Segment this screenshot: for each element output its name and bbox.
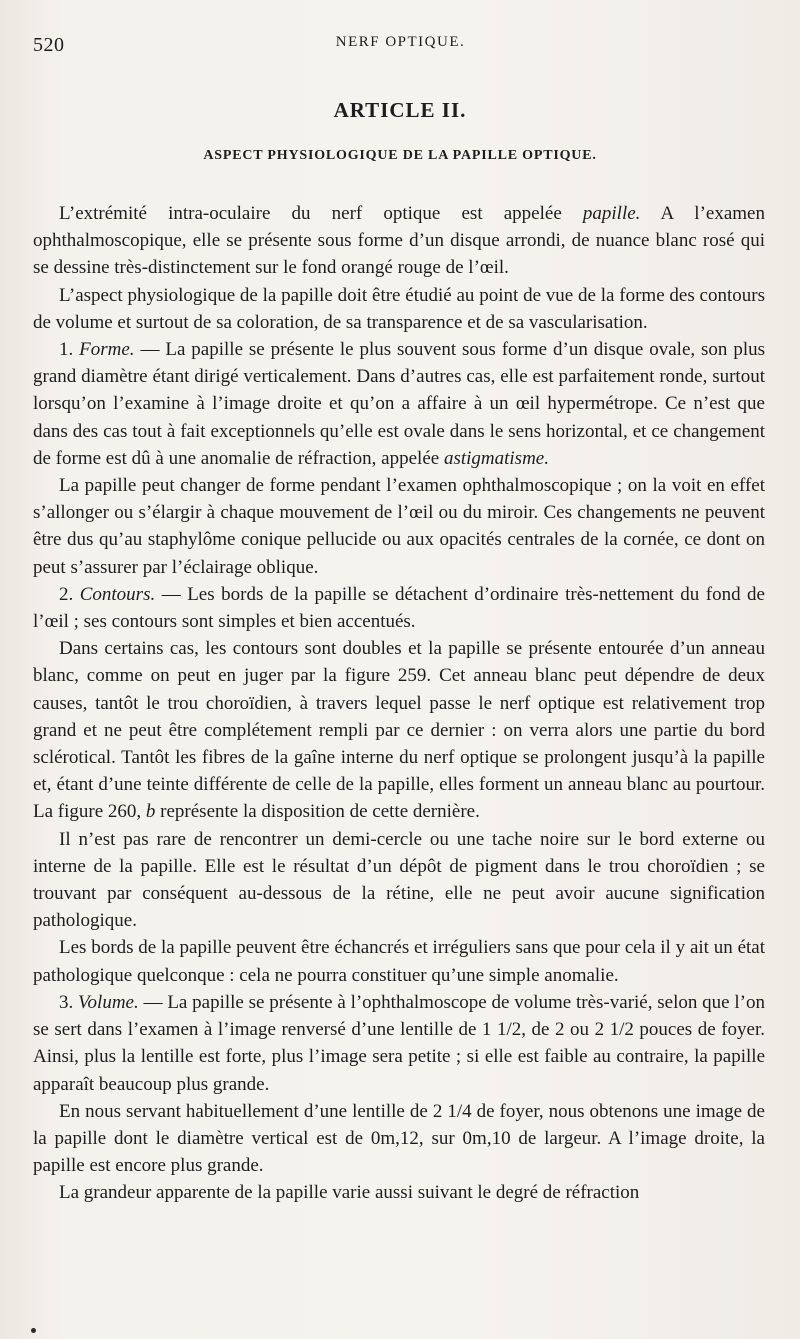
paragraph-contours-doubles: Dans certains cas, les contours sont doubles et la papille se présente entourée d’un anneau blanc, comme on peut en juger par la figure 259. Cet anneau blanc peut dépendre de deux causes, tantôt le trou choroïdien, à travers lequel passe le nerf optique est relativement trop grand et ne peut être complétement rempli par ce dernier : on verra alors une partie du bord sclérotical. Tantôt les fibres de la gaîne interne du nerf optique se prolongent jusqu’à la papille et, étant d’une teinte différente de celle de la papille, elles forment un anneau blanc au pourtour. La figure 260, b représente la disposition de cette dernière.: [33, 638, 765, 823]
paragraph-tache-noire: Il n’est pas rare de rencontrer un demi-cercle ou une tache noire sur le bord externe ou interne de la papille. Elle est le résultat d’un dépôt de pigment dans le trou choroïdien ; se trouvant par conséquent au-dessous de la rétine, elle ne peut avoir aucune signification pathologique.: [33, 828, 765, 932]
paragraph-volume: 3. Volume. — La papille se présente à l’ophthalmoscope de volume très-varié, selon que l’on se sert dans l’examen à l’image renversé d’une lentille de 1 1/2, de 2 ou 2 1/2 pouces de foyer. Ainsi, plus la lentille est forte, plus l’image sera petite ; si elle est faible au contraire, la papille apparaît beaucoup plus grande.: [33, 991, 765, 1095]
article-title: ARTICLE II.: [333, 98, 467, 122]
paragraph-bords-echancres: Les bords de la papille peuvent être échancrés et irréguliers sans que pour cela il y ait un état pathologique quelconque : cela ne pourra constituer qu’une simple anomalie.: [33, 937, 765, 986]
paragraph-contours: 2. Contours. — Les bords de la papille se détachent d’ordinaire très-nettement du fond de l’œil ; ses contours sont simples et bien accentués.: [33, 583, 765, 633]
page-number: 520: [33, 34, 65, 56]
running-title: NERF OPTIQUE.: [335, 34, 466, 50]
running-head: [33, 30, 768, 60]
paragraph-lentille: En nous servant habituellement d’une lentille de 2 1/4 de foyer, nous obtenons une image de la papille dont le diamètre vertical est de 0m,12, sur 0m,10 de largeur. A l’image droite, la papille est encore plus grande.: [33, 1100, 765, 1177]
paragraph-papille-intro: L’extrémité intra-oculaire du nerf optique est appelée papille. A l’examen ophthalmoscopique, elle se présente sous forme d’un disque arrondi, de nuance blanc rosé qui se dessine très-distinctement sur le fond orangé rouge de l’œil.: [33, 203, 765, 279]
body-text: [33, 200, 765, 1207]
paragraph-aspect-physiologique: L’aspect physiologique de la papille doit être étudié au point de vue de la forme des contours de volume et surtout de sa coloration, de sa transparence et de sa vascularisation.: [33, 284, 765, 333]
print-speck: [31, 1328, 36, 1333]
paragraph-forme: 1. Forme. — La papille se présente le plus souvent sous forme d’un disque ovale, son plus grand diamètre étant dirigé verticalement. Dans d’autres cas, elle est parfaitement ronde, surtout lorsqu’on l’examine à l’image droite et qu’on a affaire à un œil hypermétrope. Ce n’est que dans des cas tout à fait exceptionnels qu’elle est ovale dans le sens horizontal, et ce changement de forme est dû à une anomalie de réfraction, appelée astigmatisme.: [33, 339, 765, 469]
paragraph-changement-forme: La papille peut changer de forme pendant l’examen ophthalmoscopique ; on la voit en effet s’allonger ou s’élargir à chaque mouvement de l’œil ou du miroir. Ces changements ne peuvent être dus qu’au staphylôme conique pellucide ou aux opacités centrales de la cornée, ce dont on peut s’assurer par l’éclairage oblique.: [33, 475, 765, 578]
section-title: ASPECT PHYSIOLOGIQUE DE LA PAPILLE OPTIQUE.: [203, 148, 597, 163]
paragraph-grandeur-apparente: La grandeur apparente de la papille varie aussi suivant le degré de réfraction: [59, 1182, 640, 1204]
